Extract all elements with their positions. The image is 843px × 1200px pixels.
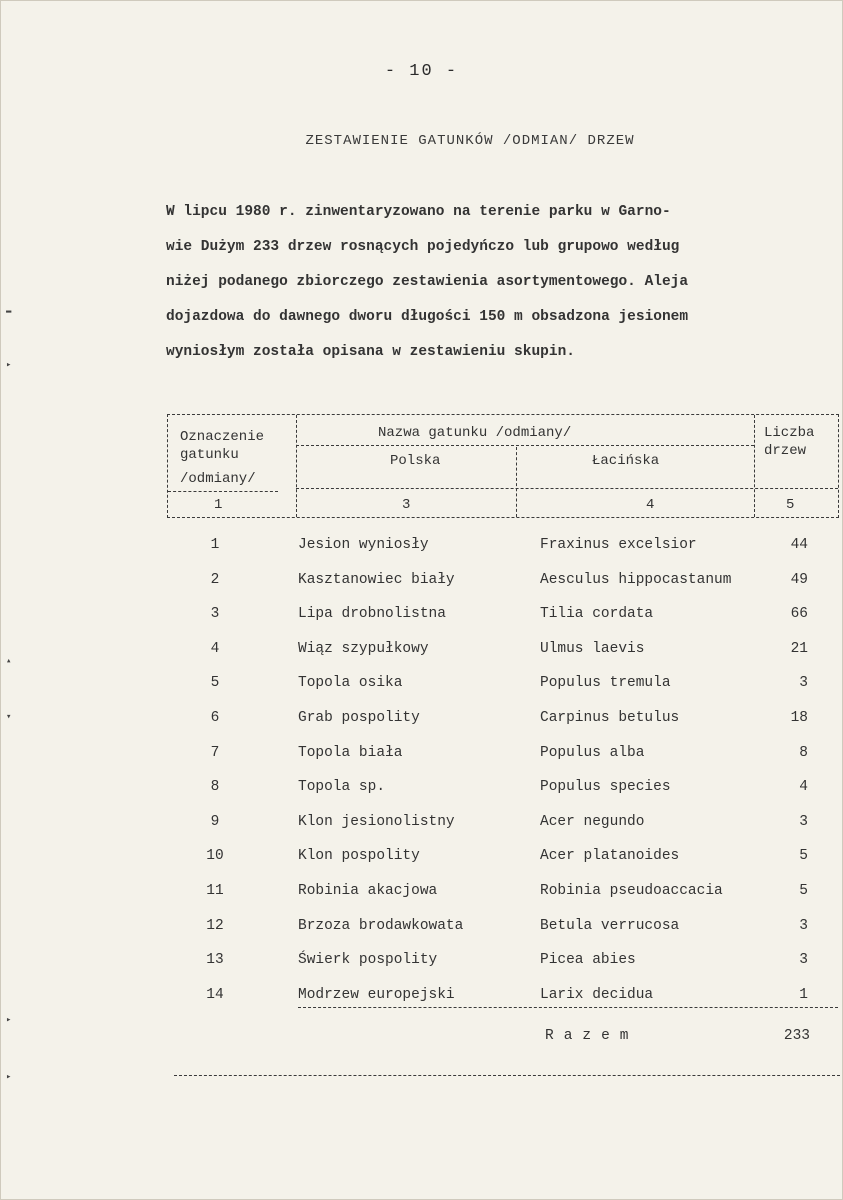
table-header xyxy=(167,414,839,518)
row-polish-name: Klon jesionolistny xyxy=(298,813,455,830)
header-divider xyxy=(168,491,278,492)
row-number: 7 xyxy=(210,744,220,761)
row-polish-name: Wiąz szypułkowy xyxy=(298,640,429,657)
row-latin-name: Aesculus hippocastanum xyxy=(540,571,732,588)
row-polish-name: Świerk pospolity xyxy=(298,952,438,969)
intro-line: dojazdowa do dawnego dworu długości 150 m obsadzona jesionem xyxy=(166,309,689,325)
margin-mark: ▴ xyxy=(6,656,12,666)
margin-mark: ▸ xyxy=(6,1015,12,1025)
header-latin: Łacińska xyxy=(592,453,660,469)
row-latin-name: Acer negundo xyxy=(540,813,645,830)
row-count: 5 xyxy=(799,848,808,865)
page-title: ZESTAWIENIE GATUNKÓW /ODMIAN/ DRZEW xyxy=(305,133,635,149)
row-number: 3 xyxy=(210,606,220,623)
header-num-4: 4 xyxy=(646,497,655,513)
row-count: 66 xyxy=(790,606,808,623)
intro-line: W lipcu 1980 r. zinwentaryzowano na terenie parku w Garno- xyxy=(166,204,671,220)
table-row xyxy=(0,641,843,676)
row-polish-name: Lipa drobnolistna xyxy=(298,606,446,623)
total-divider xyxy=(298,1007,838,1008)
row-latin-name: Picea abies xyxy=(540,952,636,969)
row-polish-name: Topola osika xyxy=(298,675,403,692)
header-group: Nazwa gatunku /odmiany/ xyxy=(378,425,572,441)
header-col1-line1: Oznaczenie xyxy=(180,429,265,445)
row-count: 3 xyxy=(799,675,808,692)
table-row xyxy=(0,710,843,745)
row-polish-name: Jesion wyniosły xyxy=(298,537,429,553)
row-latin-name: Populus species xyxy=(540,779,671,796)
table-row xyxy=(0,814,843,849)
header-divider xyxy=(296,488,838,489)
bottom-divider xyxy=(174,1075,840,1076)
row-polish-name: Kasztanowiec biały xyxy=(298,571,455,588)
row-number: 6 xyxy=(210,709,220,726)
margin-mark: ▸ xyxy=(6,360,12,370)
row-polish-name: Brzoza brodawkowata xyxy=(298,917,464,934)
table-row xyxy=(0,952,843,987)
row-count: 1 xyxy=(799,986,808,1003)
header-num-5: 5 xyxy=(786,497,795,513)
row-latin-name: Populus tremula xyxy=(540,675,671,692)
row-count: 3 xyxy=(799,917,808,934)
intro-line: niżej podanego zbiorczego zestawienia asortymentowego. Aleja xyxy=(166,274,689,290)
row-number: 1 xyxy=(210,537,220,553)
row-latin-name: Robinia pseudoaccacia xyxy=(540,882,723,899)
row-count: 18 xyxy=(790,709,808,726)
row-number: 14 xyxy=(206,986,224,1003)
row-number: 5 xyxy=(210,675,220,692)
header-count-line1: Liczba xyxy=(764,425,815,441)
header-num-1: 1 xyxy=(214,497,223,513)
row-latin-name: Carpinus betulus xyxy=(540,709,680,726)
total-label: Razem xyxy=(545,1028,639,1044)
species-list xyxy=(0,537,843,1021)
intro-paragraph xyxy=(166,195,843,370)
intro-line: wie Dużym 233 drzew rosnących pojedyńczo lub grupowo według xyxy=(166,239,680,255)
table-row xyxy=(0,537,843,572)
row-number: 10 xyxy=(206,848,224,865)
margin-mark: ▸ xyxy=(6,1072,12,1082)
header-divider xyxy=(296,415,297,517)
row-polish-name: Topola sp. xyxy=(298,779,386,796)
row-latin-name: Betula verrucosa xyxy=(540,917,680,934)
row-number: 13 xyxy=(206,952,224,969)
row-polish-name: Grab pospolity xyxy=(298,709,420,726)
table-row xyxy=(0,745,843,780)
row-number: 9 xyxy=(210,813,220,830)
row-latin-name: Tilia cordata xyxy=(540,606,654,623)
row-count: 3 xyxy=(799,952,808,969)
row-number: 4 xyxy=(210,640,220,657)
row-count: 4 xyxy=(799,779,808,796)
header-divider xyxy=(754,415,755,517)
margin-mark: ▬ xyxy=(6,306,12,316)
table-row xyxy=(0,572,843,607)
row-count: 8 xyxy=(799,744,808,761)
header-polish: Polska xyxy=(390,453,441,469)
margin-mark: ▾ xyxy=(6,712,12,722)
header-col1-line3: /odmiany/ xyxy=(180,471,256,487)
table-row xyxy=(0,848,843,883)
row-polish-name: Topola biała xyxy=(298,744,403,761)
row-polish-name: Modrzew europejski xyxy=(298,986,455,1003)
table-row xyxy=(0,675,843,710)
intro-line: wyniosłym została opisana w zestawieniu skupin. xyxy=(166,344,575,360)
table-row xyxy=(0,987,843,1022)
row-latin-name: Ulmus laevis xyxy=(540,640,645,657)
row-count: 5 xyxy=(799,882,808,899)
row-number: 8 xyxy=(210,779,220,796)
row-number: 2 xyxy=(210,571,220,588)
row-count: 3 xyxy=(799,813,808,830)
row-latin-name: Larix decidua xyxy=(540,986,654,1003)
row-latin-name: Acer platanoides xyxy=(540,848,680,865)
row-count: 44 xyxy=(790,537,808,553)
page-number: - 10 - xyxy=(384,62,459,81)
table-row xyxy=(0,606,843,641)
row-latin-name: Fraxinus excelsior xyxy=(540,537,697,553)
table-row xyxy=(0,918,843,953)
row-number: 11 xyxy=(206,882,224,899)
table-row xyxy=(0,779,843,814)
header-num-3: 3 xyxy=(402,497,411,513)
row-count: 49 xyxy=(790,571,808,588)
row-polish-name: Robinia akacjowa xyxy=(298,882,438,899)
table-row xyxy=(0,883,843,918)
header-col1-line2: gatunku xyxy=(180,447,239,463)
total-value: 233 xyxy=(783,1028,810,1044)
row-latin-name: Populus alba xyxy=(540,744,645,761)
row-number: 12 xyxy=(206,917,224,934)
row-count: 21 xyxy=(790,640,808,657)
header-divider xyxy=(516,447,517,517)
row-polish-name: Klon pospolity xyxy=(298,848,420,865)
header-count-line2: drzew xyxy=(764,443,807,459)
header-divider xyxy=(296,445,754,446)
